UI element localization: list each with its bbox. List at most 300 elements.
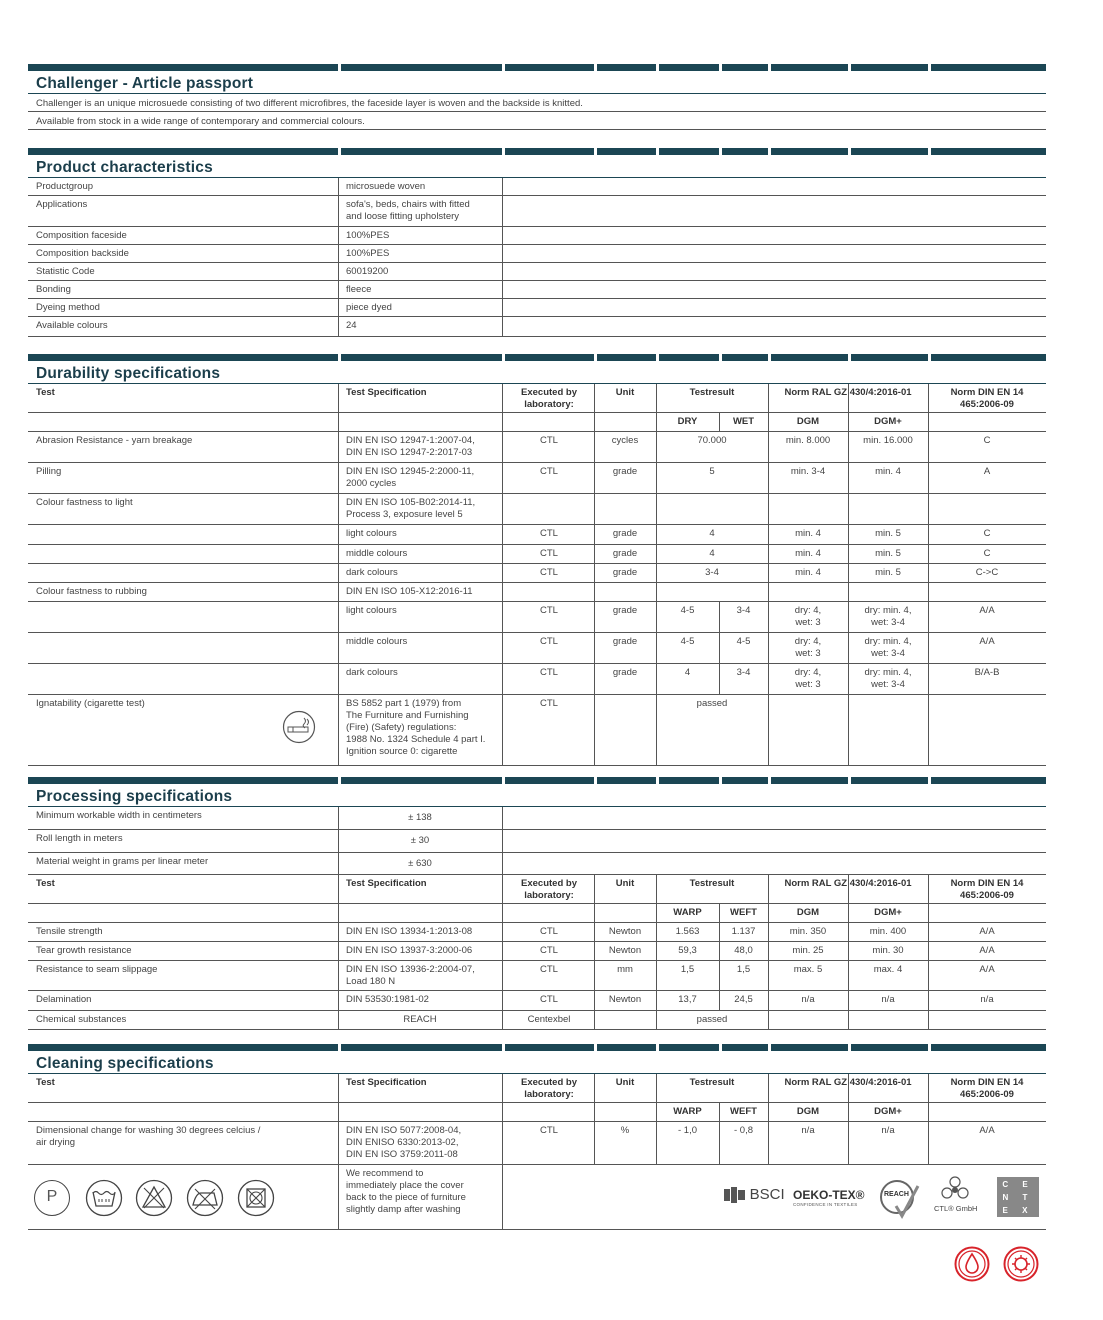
test-lab: Centexbel bbox=[527, 1014, 571, 1025]
norm-dgmplus: n/a bbox=[881, 1125, 895, 1136]
test-spec: DIN EN ISO 13934-1:2013-08 bbox=[346, 926, 473, 937]
bar-divider bbox=[656, 1044, 659, 1051]
column-divider bbox=[338, 1122, 339, 1164]
result: 3-4 bbox=[705, 567, 719, 578]
header-sub-a: WARP bbox=[673, 907, 702, 918]
test-lab: CTL bbox=[540, 435, 558, 446]
norm-dgm: dry: 4, wet: 3 bbox=[794, 636, 822, 659]
oekotex-logo bbox=[793, 1188, 865, 1207]
test-row bbox=[28, 942, 1046, 961]
header-sub-a: DRY bbox=[677, 416, 698, 427]
norm-dgm: min. 4 bbox=[795, 548, 821, 559]
header-dgm: DGM bbox=[796, 416, 820, 427]
test-row bbox=[28, 583, 1046, 602]
bar-divider bbox=[338, 354, 341, 361]
column-divider bbox=[338, 463, 339, 493]
result: passed bbox=[696, 698, 728, 709]
dimension-row bbox=[28, 807, 1046, 830]
dryclean-p-icon bbox=[34, 1180, 70, 1216]
test-row bbox=[28, 1122, 1046, 1165]
test-spec: DIN EN ISO 12947-1:2007-04, DIN EN ISO 12947-2:2017-03 bbox=[346, 435, 475, 458]
bar-divider bbox=[848, 354, 851, 361]
column-divider bbox=[502, 664, 503, 694]
header-sub-a: WARP bbox=[673, 1106, 702, 1117]
test-spec: DIN EN ISO 13937-3:2000-06 bbox=[346, 945, 473, 956]
norm-dgmplus: dry: min. 4, wet: 3-4 bbox=[864, 667, 912, 690]
header-dgmplus: DGM+ bbox=[874, 416, 902, 427]
column-divider bbox=[338, 904, 339, 922]
norm-dgm: min. 4 bbox=[795, 567, 821, 578]
product-row bbox=[28, 196, 1046, 227]
column-divider bbox=[502, 875, 503, 903]
column-divider bbox=[502, 263, 503, 280]
product-row bbox=[28, 299, 1046, 317]
result-a: 1.563 bbox=[675, 926, 700, 937]
test-unit: grade bbox=[612, 528, 638, 539]
no-iron-icon bbox=[186, 1179, 224, 1217]
dimension-label: Material weight in grams per linear meter bbox=[36, 856, 209, 867]
subheader-row bbox=[28, 904, 1046, 923]
column-divider bbox=[338, 545, 339, 563]
column-divider bbox=[928, 1011, 929, 1029]
header-row bbox=[28, 384, 1046, 413]
test-unit: grade bbox=[612, 667, 638, 678]
test-lab: CTL bbox=[540, 528, 558, 539]
section-bar bbox=[28, 354, 1046, 361]
bar-divider bbox=[502, 148, 505, 155]
test-lab: CTL bbox=[540, 698, 558, 709]
header-row bbox=[28, 1074, 1046, 1103]
product-row bbox=[28, 178, 1046, 196]
dryclean-letter: P bbox=[46, 1188, 58, 1205]
column-divider bbox=[338, 1103, 339, 1121]
header-row bbox=[28, 875, 1046, 904]
column-divider bbox=[502, 281, 503, 298]
test-unit: Newton bbox=[608, 994, 642, 1005]
bar-divider bbox=[338, 777, 341, 784]
column-divider bbox=[502, 384, 503, 412]
column-divider bbox=[848, 494, 849, 524]
result: passed bbox=[696, 1014, 728, 1025]
test-spec: BS 5852 part 1 (1979) from The Furniture and Furnishing (Fire) (Safety) regulations: 1988 No. 1324 Schedule 4 part I. Ignition source 0: cigarette bbox=[346, 698, 486, 757]
test-row bbox=[28, 695, 1046, 766]
header-test: Test bbox=[36, 1077, 55, 1088]
product-label: Dyeing method bbox=[36, 302, 100, 313]
product-label: Statistic Code bbox=[36, 266, 95, 277]
column-divider bbox=[502, 904, 503, 922]
section-bar bbox=[28, 148, 1046, 155]
column-divider bbox=[928, 494, 929, 524]
test-spec: light colours bbox=[346, 605, 397, 616]
header-sub-b: WEFT bbox=[730, 907, 757, 918]
column-divider bbox=[848, 583, 849, 601]
column-divider bbox=[928, 1103, 929, 1121]
test-row bbox=[28, 664, 1046, 695]
test-lab: CTL bbox=[540, 636, 558, 647]
dimension-value: ± 630 bbox=[408, 858, 432, 869]
durability-table bbox=[28, 384, 1046, 766]
column-divider bbox=[338, 299, 339, 316]
bar-divider bbox=[768, 354, 771, 361]
header-result: Testresult bbox=[689, 1077, 735, 1088]
column-divider bbox=[338, 432, 339, 462]
column-divider bbox=[338, 317, 339, 336]
column-divider bbox=[502, 317, 503, 336]
norm-dgmplus: min. 5 bbox=[875, 528, 901, 539]
header-test: Test bbox=[36, 878, 55, 889]
test-unit: % bbox=[620, 1125, 630, 1136]
column-divider bbox=[594, 494, 595, 524]
section-bar bbox=[28, 1044, 1046, 1051]
bar-divider bbox=[848, 148, 851, 155]
column-divider bbox=[656, 583, 657, 601]
test-row bbox=[28, 633, 1046, 664]
result-b: - 0,8 bbox=[733, 1125, 753, 1136]
bar-divider bbox=[928, 64, 931, 71]
test-name: Resistance to seam slippage bbox=[36, 964, 158, 975]
norm-din: A/A bbox=[979, 945, 995, 956]
centexbel-text: C E N T E X B E L bbox=[1002, 1180, 1034, 1241]
bar-divider bbox=[848, 777, 851, 784]
column-divider bbox=[338, 525, 339, 544]
column-divider bbox=[928, 583, 929, 601]
test-row bbox=[28, 602, 1046, 633]
product-value: microsuede woven bbox=[346, 181, 426, 192]
bar-divider bbox=[848, 64, 851, 71]
column-divider bbox=[928, 904, 929, 922]
column-divider bbox=[338, 263, 339, 280]
bar-divider bbox=[719, 354, 722, 361]
bar-divider bbox=[338, 64, 341, 71]
norm-din: C bbox=[983, 548, 991, 559]
test-lab: CTL bbox=[540, 994, 558, 1005]
product-row bbox=[28, 245, 1046, 263]
test-spec: middle colours bbox=[346, 548, 408, 559]
test-unit: cycles bbox=[611, 435, 639, 446]
column-divider bbox=[768, 1011, 769, 1029]
product-label: Composition faceside bbox=[36, 230, 127, 241]
column-divider bbox=[502, 991, 503, 1010]
norm-dgm: min. 8.000 bbox=[785, 435, 831, 446]
test-spec: DIN EN ISO 105-B02:2014-11, Process 3, exposure level 5 bbox=[346, 497, 476, 520]
dimension-row bbox=[28, 830, 1046, 853]
norm-dgm: dry: 4, wet: 3 bbox=[794, 605, 822, 628]
norm-dgmplus: dry: min. 4, wet: 3-4 bbox=[864, 636, 912, 659]
bar-divider bbox=[768, 64, 771, 71]
norm-din: C bbox=[983, 435, 991, 446]
test-row bbox=[28, 432, 1046, 463]
bar-divider bbox=[656, 148, 659, 155]
norm-dgmplus: min. 30 bbox=[872, 945, 904, 956]
header-ral: Norm RAL GZ 430/4:2016-01 bbox=[784, 1077, 912, 1088]
test-lab: CTL bbox=[540, 466, 558, 477]
column-divider bbox=[502, 1103, 503, 1121]
norm-din: A/A bbox=[979, 1125, 995, 1136]
test-spec: REACH bbox=[403, 1014, 437, 1025]
norm-dgm: min. 3-4 bbox=[790, 466, 826, 477]
column-divider bbox=[502, 545, 503, 563]
norm-din: A/A bbox=[979, 964, 995, 975]
test-spec: DIN EN ISO 12945-2:2000-11, 2000 cycles bbox=[346, 466, 475, 489]
result-a: 4-5 bbox=[680, 605, 695, 616]
norm-dgmplus: min. 5 bbox=[875, 548, 901, 559]
subheader-row bbox=[28, 413, 1046, 432]
no-tumble-dry-icon bbox=[237, 1179, 275, 1217]
norm-din: C->C bbox=[975, 567, 999, 578]
bar-divider bbox=[594, 148, 597, 155]
bar-divider bbox=[719, 148, 722, 155]
header-lab: Executed by laboratory: bbox=[521, 387, 577, 410]
norm-dgm: dry: 4, wet: 3 bbox=[794, 667, 822, 690]
cigarette-icon bbox=[282, 710, 316, 744]
test-name: Dimensional change for washing 30 degrees celcius / air drying bbox=[36, 1125, 261, 1148]
column-divider bbox=[502, 494, 503, 524]
test-spec: light colours bbox=[346, 528, 397, 539]
column-divider bbox=[594, 695, 595, 765]
test-unit: grade bbox=[612, 636, 638, 647]
column-divider bbox=[502, 942, 503, 960]
header-test: Test bbox=[36, 387, 55, 398]
test-row bbox=[28, 525, 1046, 545]
test-name: Tensile strength bbox=[36, 926, 103, 937]
test-row bbox=[28, 494, 1046, 525]
norm-dgm: n/a bbox=[801, 994, 815, 1005]
test-row bbox=[28, 463, 1046, 494]
norm-dgmplus: max. 4 bbox=[873, 964, 903, 975]
result: 70.000 bbox=[697, 435, 727, 446]
column-divider bbox=[338, 961, 339, 990]
norm-dgm: min. 350 bbox=[789, 926, 827, 937]
column-divider bbox=[502, 245, 503, 262]
column-divider bbox=[338, 664, 339, 694]
bar-divider bbox=[594, 354, 597, 361]
test-lab: CTL bbox=[540, 926, 558, 937]
result-a: 1,5 bbox=[680, 964, 695, 975]
column-divider bbox=[338, 1074, 339, 1102]
result-b: 3-4 bbox=[736, 667, 751, 678]
centexbel-logo bbox=[997, 1177, 1039, 1241]
bar-divider bbox=[928, 354, 931, 361]
norm-dgm: n/a bbox=[801, 1125, 815, 1136]
header-lab: Executed by laboratory: bbox=[521, 878, 577, 901]
bsci-mark-icon bbox=[724, 1187, 746, 1203]
test-unit: mm bbox=[617, 964, 633, 975]
product-value: 24 bbox=[346, 320, 357, 331]
product-table bbox=[28, 178, 1046, 337]
column-divider bbox=[502, 196, 503, 226]
result-b: 3-4 bbox=[736, 605, 751, 616]
cleaning-title: Cleaning specifications bbox=[28, 1051, 1046, 1074]
column-divider bbox=[594, 1011, 595, 1029]
test-unit: Newton bbox=[608, 945, 642, 956]
header-dgm: DGM bbox=[796, 1106, 820, 1117]
column-divider bbox=[338, 196, 339, 226]
header-result: Testresult bbox=[689, 878, 735, 889]
bar-divider bbox=[502, 354, 505, 361]
result: 4 bbox=[709, 548, 715, 559]
ctl-logo-icon bbox=[940, 1176, 970, 1202]
bacteria-icon bbox=[1003, 1246, 1039, 1282]
oekotex-text: OEKO-TEX® bbox=[793, 1188, 865, 1202]
wash-30-icon bbox=[85, 1179, 123, 1217]
processing-section bbox=[28, 777, 1046, 1030]
bar-divider bbox=[656, 64, 659, 71]
norm-din: n/a bbox=[980, 994, 994, 1005]
test-spec: dark colours bbox=[346, 567, 398, 578]
column-divider bbox=[338, 494, 339, 524]
processing-title: Processing specifications bbox=[28, 784, 1046, 807]
test-spec: dark colours bbox=[346, 667, 398, 678]
column-divider bbox=[594, 904, 595, 922]
column-divider bbox=[338, 942, 339, 960]
bar-divider bbox=[502, 64, 505, 71]
column-divider bbox=[338, 178, 339, 195]
test-name: Ignatability (cigarette test) bbox=[36, 698, 145, 709]
column-divider bbox=[502, 432, 503, 462]
bar-divider bbox=[594, 64, 597, 71]
dimension-value: ± 30 bbox=[410, 835, 430, 846]
column-divider bbox=[502, 1165, 503, 1229]
header-result: Testresult bbox=[689, 387, 735, 398]
oekotex-subtext: CONFIDENCE IN TEXTILES bbox=[793, 1202, 858, 1207]
test-unit: Newton bbox=[608, 926, 642, 937]
test-lab: CTL bbox=[540, 945, 558, 956]
test-unit: grade bbox=[612, 605, 638, 616]
norm-din: B/A-B bbox=[974, 667, 1000, 678]
column-divider bbox=[338, 875, 339, 903]
result-a: 13,7 bbox=[678, 994, 697, 1005]
processing-table bbox=[28, 807, 1046, 1030]
column-divider bbox=[338, 633, 339, 663]
test-name: Abrasion Resistance - yarn breakage bbox=[36, 435, 193, 446]
test-spec: middle colours bbox=[346, 636, 408, 647]
norm-dgmplus: min. 400 bbox=[869, 926, 907, 937]
header-sub-b: WET bbox=[732, 416, 755, 427]
column-divider bbox=[848, 695, 849, 765]
result-b: 1,5 bbox=[736, 964, 751, 975]
norm-din: A/A bbox=[979, 605, 995, 616]
result-a: 59,3 bbox=[678, 945, 697, 956]
product-row bbox=[28, 263, 1046, 281]
column-divider bbox=[338, 1165, 339, 1229]
product-section bbox=[28, 148, 1046, 337]
bar-divider bbox=[502, 777, 505, 784]
product-value: 100%PES bbox=[346, 248, 390, 259]
header-unit: Unit bbox=[615, 878, 635, 889]
product-value: fleece bbox=[346, 284, 372, 295]
column-divider bbox=[928, 413, 929, 431]
test-row bbox=[28, 961, 1046, 991]
norm-din: A/A bbox=[979, 926, 995, 937]
result: 5 bbox=[709, 466, 715, 477]
bsci-text: BSCI bbox=[749, 1186, 785, 1204]
test-unit: grade bbox=[612, 466, 638, 477]
header-din: Norm DIN EN 14 465:2006-09 bbox=[950, 878, 1024, 901]
result-b: 4-5 bbox=[736, 636, 751, 647]
column-divider bbox=[594, 1103, 595, 1121]
column-divider bbox=[338, 227, 339, 244]
column-divider bbox=[338, 564, 339, 582]
norm-dgmplus: min. 16.000 bbox=[863, 435, 913, 446]
bar-divider bbox=[768, 148, 771, 155]
header-unit: Unit bbox=[615, 1077, 635, 1088]
column-divider bbox=[338, 583, 339, 601]
product-value: piece dyed bbox=[346, 302, 392, 313]
header-sub-b: WEFT bbox=[730, 1106, 757, 1117]
column-divider bbox=[502, 463, 503, 493]
column-divider bbox=[502, 413, 503, 431]
bsci-logo bbox=[724, 1186, 785, 1203]
norm-dgmplus: n/a bbox=[881, 994, 895, 1005]
header-ral: Norm RAL GZ 430/4:2016-01 bbox=[784, 878, 912, 889]
column-divider bbox=[338, 245, 339, 262]
subheader-row bbox=[28, 1103, 1046, 1122]
bar-divider bbox=[768, 1044, 771, 1051]
article-title: Challenger - Article passport bbox=[28, 71, 1046, 94]
test-spec: DIN EN ISO 13936-2:2004-07, Load 180 N bbox=[346, 964, 475, 987]
norm-din: A bbox=[983, 466, 991, 477]
washing-recommendation: We recommend to immediately place the cover back to the piece of furniture slightly damp after washing bbox=[346, 1168, 466, 1215]
column-divider bbox=[502, 583, 503, 601]
section-bar bbox=[28, 777, 1046, 784]
bar-divider bbox=[656, 777, 659, 784]
header-dgmplus: DGM+ bbox=[874, 907, 902, 918]
column-divider bbox=[338, 695, 339, 765]
bar-divider bbox=[719, 777, 722, 784]
test-lab: CTL bbox=[540, 1125, 558, 1136]
test-lab: CTL bbox=[540, 567, 558, 578]
column-divider bbox=[502, 1074, 503, 1102]
column-divider bbox=[502, 227, 503, 244]
test-name: Colour fastness to light bbox=[36, 497, 133, 508]
column-divider bbox=[768, 695, 769, 765]
test-lab: CTL bbox=[540, 667, 558, 678]
header-din: Norm DIN EN 14 465:2006-09 bbox=[950, 1077, 1024, 1100]
column-divider bbox=[502, 602, 503, 632]
header-spec: Test Specification bbox=[346, 387, 427, 398]
reach-text: REACH bbox=[884, 1191, 909, 1198]
result-b: 24,5 bbox=[734, 994, 753, 1005]
product-value: 60019200 bbox=[346, 266, 389, 277]
test-unit: grade bbox=[612, 548, 638, 559]
norm-dgm: min. 25 bbox=[792, 945, 824, 956]
test-name: Chemical substances bbox=[36, 1014, 127, 1025]
norm-dgmplus: min. 5 bbox=[875, 567, 901, 578]
product-row bbox=[28, 227, 1046, 245]
test-unit: grade bbox=[612, 567, 638, 578]
product-row bbox=[28, 281, 1046, 299]
test-lab: CTL bbox=[540, 964, 558, 975]
header-spec: Test Specification bbox=[346, 1077, 427, 1088]
header-lab: Executed by laboratory: bbox=[521, 1077, 577, 1100]
column-divider bbox=[502, 564, 503, 582]
product-label: Productgroup bbox=[36, 181, 94, 192]
column-divider bbox=[928, 695, 929, 765]
norm-dgm: min. 4 bbox=[795, 528, 821, 539]
test-row bbox=[28, 1011, 1046, 1030]
test-lab: CTL bbox=[540, 548, 558, 559]
column-divider bbox=[594, 583, 595, 601]
column-divider bbox=[502, 1122, 503, 1164]
test-row bbox=[28, 991, 1046, 1011]
column-divider bbox=[502, 853, 503, 874]
result-b: 48,0 bbox=[734, 945, 753, 956]
column-divider bbox=[338, 281, 339, 298]
column-divider bbox=[502, 299, 503, 316]
result-a: 4 bbox=[684, 667, 691, 678]
column-divider bbox=[502, 695, 503, 765]
bar-divider bbox=[928, 148, 931, 155]
